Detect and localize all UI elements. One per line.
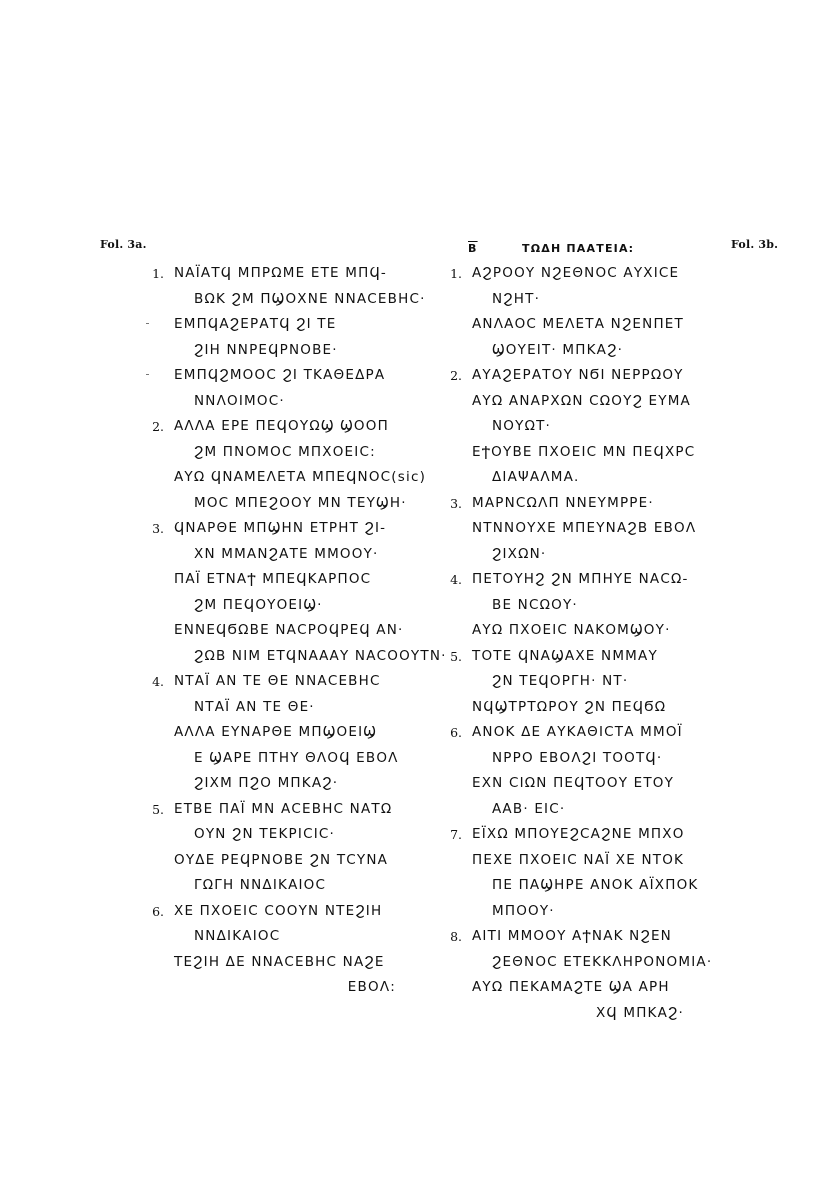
line-text: ΜΟC ΜΠΕϨΟΟΥ ΜΝ ΤΕΥϢΗ· (194, 494, 407, 511)
line-text: ΠΕΤΟΥΗϨ ϨΝ ΜΠΗΥΕ ΝΑCΩ- (472, 571, 689, 587)
text-line (440, 287, 730, 313)
line-text: ΟΥΝ ϨΝ ΤΕΚΡΙCΙC· (194, 826, 335, 842)
text-line (142, 414, 442, 440)
line-text: ΝΟΥΩΤ· (492, 418, 552, 434)
text-line (142, 848, 442, 874)
text-line (142, 669, 442, 695)
text-line (142, 797, 442, 823)
text-line (440, 797, 730, 823)
text-line (142, 491, 442, 517)
text-line (142, 389, 442, 415)
text-line (142, 542, 442, 568)
text-line (440, 414, 730, 440)
line-text: ΠΑΪ ΕΤΝΑϮ ΜΠΕϤΚΑΡΠΟC (174, 571, 372, 587)
line-text: ΧΝ ΜΜΑΝϨΑΤΕ ΜΜΟΟΥ· (194, 545, 379, 562)
margin-mark (146, 323, 149, 324)
section-number: $\overline{B}$ (468, 242, 478, 255)
line-text: Ε ϢΑΡΕ ΠΤΗΥ ΘΛΟϤ ΕΒΟΛ (194, 749, 399, 766)
line-text: ϤΝΑΡΘΕ ΜΠϢΗΝ ΕΤΡΗΤ ϨΙ- (174, 520, 387, 536)
text-line (440, 695, 730, 721)
text-line (440, 848, 730, 874)
verse-number: 7. (450, 827, 462, 842)
line-text: ΒΕ ΝCΩΟΥ· (492, 596, 578, 613)
text-line (142, 720, 442, 746)
line-text: ΧΕ ΠΧΟΕΙC CΟΟΥΝ ΝΤΕϨΙΗ (174, 902, 383, 919)
text-line (440, 440, 730, 466)
text-line (440, 822, 730, 848)
text-line (440, 516, 730, 542)
text-line (142, 261, 442, 287)
text-line (142, 822, 442, 848)
text-line (440, 261, 730, 287)
text-line (142, 338, 442, 364)
line-text: ΕΤΒΕ ΠΑΪ ΜΝ ΑCΕΒΗC ΝΑΤΩ (174, 800, 393, 817)
text-line (142, 312, 442, 338)
folio-label-left: Fol. 3a. (100, 238, 147, 251)
line-text: ΜΑΡΝCΩΛΠ ΝΝΕΥΜΡΡΕ· (472, 494, 654, 511)
margin-mark (146, 374, 149, 375)
line-text: ΑΛΛΑ ΕΥΝΑΡΘΕ ΜΠϢΟΕΙϢ (174, 724, 378, 740)
left-column-header-spacer (142, 236, 442, 261)
text-line (142, 746, 442, 772)
text-line (142, 950, 442, 976)
line-text: ΤΕϨΙΗ ΔΕ ΝΝΑCΕΒΗC ΝΑϨΕ (174, 953, 385, 970)
verse-number: 8. (450, 929, 462, 944)
line-text: ΑΛΛΑ ΕΡΕ ΠΕϤΟΥΩϢ ϢΟΟΠ (174, 418, 389, 434)
text-line (440, 542, 730, 568)
text-line (440, 593, 730, 619)
right-column-header (440, 236, 730, 261)
line-text: ϢΟΥΕΙΤ· ΜΠΚΑϨ· (492, 341, 624, 358)
line-text: ΝϤϢΤΡΤΩΡΟΥ ϨΝ ΠΕϤϬΩ (472, 698, 667, 715)
right-column (440, 236, 730, 1026)
line-text: ΕΪΧΩ ΜΠΟΥΕϨCΑϨΝΕ ΜΠΧΟ (472, 826, 685, 842)
line-text: ΑΑΒ· ΕΙC· (492, 800, 566, 817)
text-line (440, 669, 730, 695)
verse-number: 4. (450, 572, 462, 587)
verse-number: 5. (450, 648, 462, 664)
text-line (142, 924, 442, 950)
line-text: ϨΕΘΝΟC ΕΤΕΚΚΛΗΡΟΝΟΜΙΑ· (492, 953, 713, 970)
verse-number: 3. (450, 495, 462, 511)
verse-number: 3. (152, 521, 164, 536)
section-title: ΤΩΔΗ ΠΑΑΤΕΙΑ: (522, 242, 635, 255)
line-text: ΔΙΑΨΑΛΜΑ. (492, 469, 580, 485)
text-line (440, 1001, 730, 1027)
line-text: ΑϨΡΟΟΥ ΝϨΕΘΝΟC ΑΥΧΙCΕ (472, 265, 680, 281)
text-line (142, 593, 442, 619)
text-line (142, 644, 447, 670)
line-text: ΝϨΗΤ· (492, 290, 541, 307)
verse-number: 6. (450, 725, 462, 740)
line-text: ΕϮΟΥΒΕ ΠΧΟΕΙC ΜΝ ΠΕϤΧΡC (472, 443, 696, 460)
text-line (142, 771, 442, 797)
text-line (142, 465, 442, 491)
line-text: ϨΙΧΜ ΠϨΟ ΜΠΚΑϨ· (194, 775, 339, 791)
line-text: ΜΠΟΟΥ· (492, 902, 555, 919)
text-line (440, 465, 730, 491)
line-text: ΕΜΠϤϨΜΟΟC ϨΙ ΤΚΑΘΕΔΡΑ (174, 367, 386, 383)
line-text: ϨΙΧΩΝ· (492, 545, 547, 562)
text-line (142, 363, 442, 389)
text-line (440, 644, 730, 670)
line-text: ΕΒΟΛ: (347, 979, 396, 995)
line-text: ΝΝΛΟΙΜΟC· (194, 392, 285, 409)
verse-number: 1. (450, 266, 462, 281)
line-text: ΑΥΑϨΕΡΑΤΟΥ ΝϬΙ ΝΕΡΡΩΟΥ (472, 367, 684, 383)
text-line (440, 924, 730, 950)
line-text: ΕΝΝΕϤϬΩΒΕ ΝΑCΡΟϤΡΕϤ ΑΝ· (174, 622, 404, 638)
text-line (142, 567, 442, 593)
text-line (440, 899, 730, 925)
line-text: ΝΤΝΝΟΥΧΕ ΜΠΕΥΝΑϨΒ ΕΒΟΛ (472, 520, 697, 536)
text-line (440, 389, 730, 415)
line-text: ΧϤ ΜΠΚΑϨ· (595, 1004, 684, 1021)
line-text: ΑΥΩ ϤΝΑΜΕΛΕΤΑ ΜΠΕϤΝΟC(sic) (174, 469, 427, 485)
text-line (440, 338, 730, 364)
line-text: ΑΙΤΙ ΜΜΟΟΥ ΑϮΝΑΚ ΝϨΕΝ (472, 928, 672, 944)
line-text: ΕΧΝ CΙΩΝ ΠΕϤΤΟΟΥ ΕΤΟΥ (472, 775, 675, 791)
folio-label-right: Fol. 3b. (731, 238, 779, 251)
line-text: ΑΝΟΚ ΔΕ ΑΥΚΑΘΙCΤΑ ΜΜΟΪ (472, 724, 683, 740)
text-line (440, 746, 730, 772)
left-column (142, 236, 447, 1001)
line-text: ΝΤΑΪ ΑΝ ΤΕ ΘΕ ΝΝΑCΕΒΗC (174, 673, 381, 689)
text-line (440, 771, 730, 797)
text-line (142, 516, 442, 542)
line-text: ϨΩΒ ΝΙΜ ΕΤϤΝΑΑΑΥ ΝΑCΟΟΥΤΝ· (194, 647, 447, 664)
text-line (142, 287, 442, 313)
line-text: ΠΕ ΠΑϢΗΡΕ ΑΝΟΚ ΑΪΧΠΟΚ (492, 877, 699, 893)
verse-number: 4. (152, 674, 164, 689)
line-text: ΟΥΔΕ ΡΕϤΡΝΟΒΕ ϨΝ ΤCΥΝΑ (174, 851, 389, 868)
line-text: ΝΤΑΪ ΑΝ ΤΕ ΘΕ· (194, 698, 315, 715)
line-text: ΕΜΠϤΑϨΕΡΑΤϤ ϨΙ ΤΕ (174, 316, 337, 332)
text-line (142, 975, 442, 1001)
text-line (440, 618, 730, 644)
line-text: ΒΩΚ ϨΜ ΠϢΟΧΝΕ ΝΝΑCΕΒΗC· (194, 290, 426, 307)
line-text: ΑΥΩ ΑΝΑΡΧΩΝ CΩΟΥϨ ΕΥΜΑ (472, 392, 691, 409)
verse-number: 5. (152, 801, 164, 817)
line-text: ϨΜ ΠΝΟΜΟC ΜΠΧΟΕΙC: (194, 443, 376, 460)
line-text: ΑΥΩ ΠΧΟΕΙC ΝΑΚΟΜϢΟΥ· (472, 622, 671, 638)
line-text: ϨΜ ΠΕϤΟΥΟΕΙϢ· (194, 596, 323, 613)
line-text: ΑΝΛΑΟC ΜΕΛΕΤΑ ΝϨΕΝΠΕΤ (472, 316, 684, 332)
text-line (440, 567, 730, 593)
line-text: ϨΝ ΤΕϤΟΡΓΗ· ΝΤ· (492, 673, 629, 689)
text-line (142, 899, 442, 925)
line-text: ϨΙΗ ΝΝΡΕϤΡΝΟΒΕ· (194, 341, 338, 358)
verse-number: 2. (152, 419, 164, 434)
text-line (440, 491, 730, 517)
text-line (440, 975, 730, 1001)
line-text: ΠΕΧΕ ΠΧΟΕΙC ΝΑΪ ΧΕ ΝΤΟΚ (472, 851, 685, 868)
line-text: ΝΝΔΙΚΑΙΟC (194, 928, 281, 944)
text-line (440, 873, 730, 899)
text-line (440, 363, 730, 389)
text-line (142, 695, 442, 721)
line-text: ΤΟΤΕ ϤΝΑϢΑΧΕ ΝΜΜΑΥ (472, 647, 658, 664)
line-text: ΝΡΡΟ ΕΒΟΛϨΙ ΤΟΟΤϤ· (492, 749, 663, 766)
line-text: ΑΥΩ ΠΕΚΑΜΑϨΤΕ ϢΑ ΑΡΗ (472, 979, 670, 995)
line-text: ΝΑΪΑΤϤ ΜΠΡΩΜΕ ΕΤΕ ΜΠϤ- (174, 265, 387, 281)
verse-number: 2. (450, 368, 462, 383)
text-line (440, 720, 730, 746)
line-text: ΓΩΓΗ ΝΝΔΙΚΑΙΟC (194, 877, 327, 893)
text-line (440, 312, 730, 338)
text-line (142, 440, 442, 466)
text-line (142, 873, 442, 899)
verse-number: 6. (152, 903, 164, 919)
text-line (440, 950, 730, 976)
verse-number: 1. (152, 266, 164, 281)
text-line (142, 618, 442, 644)
